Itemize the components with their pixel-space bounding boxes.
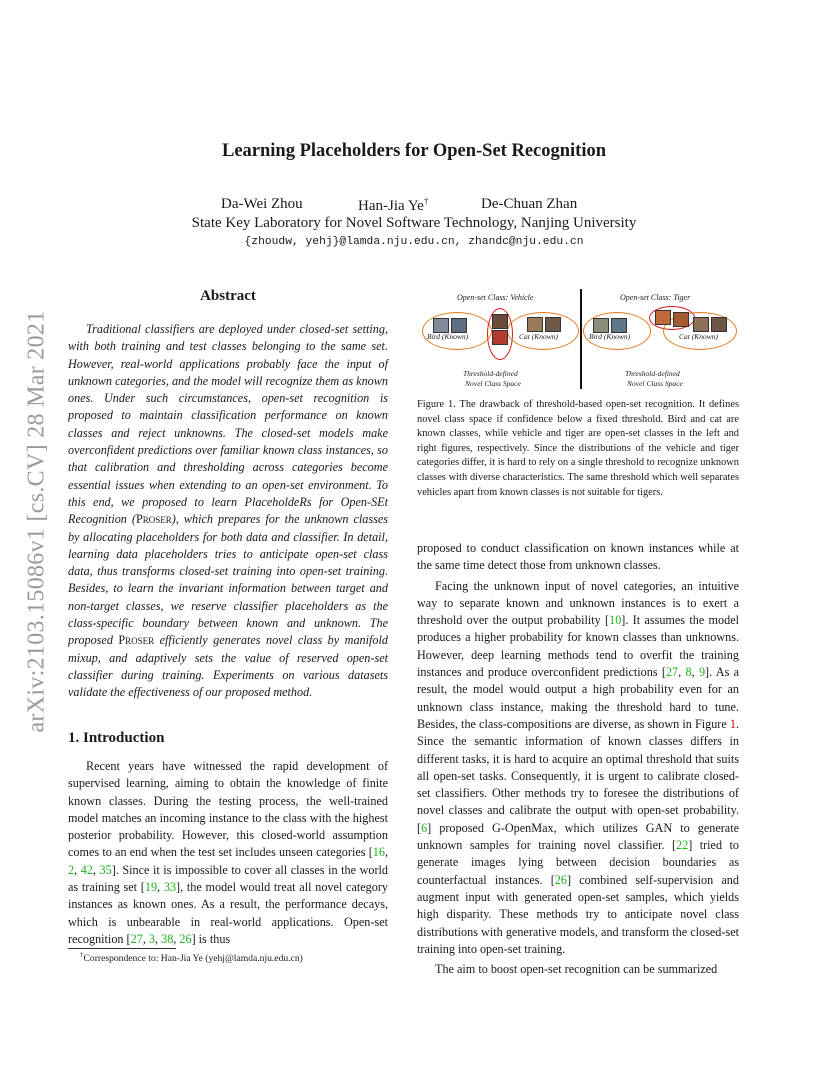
tiger-thumbnail	[655, 310, 671, 325]
citation-link[interactable]: 38	[161, 931, 174, 946]
citation-link[interactable]: 3	[148, 931, 155, 946]
bird-thumbnail	[611, 318, 627, 333]
citation-link[interactable]: 8	[685, 665, 692, 680]
abstract-paragraph: Traditional classifiers are deployed under closed-set setting, with both training and test classes belonging to the same set. However, real-world applications probably face the input of unknown categories, and the model will recognize them as known ones. Under such circumstances, open-set recognition is proposed to maintain classification performance on known classes and reject unknowns. The closed-set models make overconfident predictions over familiar known class instances, so that calibration and thresholding across categories become essential issues when extending to an open-set environment. To this end, we proposed to learn PlaceholdeRs for Open-SEt Recognition (Proser), which prepares for the unknown classes by allocating placeholders for both data and classifier. In detail, learning data placeholders tries to anticipate open-set class data, thus transforms closed-set training into open-set training. Besides, to learn the invariant information between target and non-target classes, we reserve classifier placeholders as the class-specific boundary between known and unknown. The proposed Proser efficiently generates novel class by manifold mixup, and adaptively sets the value of reserved open-set classifier during training. Experiments on various datasets validate the effectiveness of our proposed method.	[68, 322, 388, 700]
author-mark: †	[423, 196, 429, 206]
figure-1	[417, 286, 747, 394]
body-paragraph: The aim to boost open-set recognition can be summarized	[435, 962, 718, 977]
citation-link[interactable]: 2	[68, 862, 75, 877]
figure-left-title: Open-set Class: Vehicle	[457, 293, 534, 302]
figure-right-title: Open-set Class: Tiger	[620, 293, 691, 302]
citation-link[interactable]: 26	[554, 872, 567, 887]
bird-label-right: Bird (Known)	[589, 332, 631, 341]
bird-thumbnail	[433, 318, 449, 333]
citation-link[interactable]: 22	[676, 838, 689, 853]
cat-thumbnail	[693, 317, 709, 332]
figure-link[interactable]: 1	[729, 716, 736, 731]
cat-thumbnail	[527, 317, 543, 332]
threshold-label-left: Threshold-defined	[463, 369, 518, 378]
tiger-thumbnail	[673, 312, 689, 327]
citation-link[interactable]: 27	[130, 931, 143, 946]
threshold-label-right: Threshold-defined	[625, 369, 680, 378]
paper-title: Learning Placeholders for Open-Set Recognition	[221, 141, 607, 161]
citation-link[interactable]: 26	[179, 931, 192, 946]
abstract-body	[68, 321, 388, 702]
novel-space-label-right: Novel Class Space	[627, 379, 683, 388]
bird-thumbnail	[451, 318, 467, 333]
cat-thumbnail	[545, 317, 561, 332]
figure-caption: Figure 1. The drawback of threshold-based open-set recognition. It defines novel class space if confidence below a fixed threshold. Bird and cat are known classes, while vehicle and tiger are open-set classes in the left and right figures, respectively. Since the distributions of the vehicle and tiger categories differ, it is hard to rely on a single threshold to recognize unknown classes with diverse characteristics. The same threshold which well separates vehicles apart from known classes is not suitable for tigers.	[417, 399, 739, 498]
novel-space-label-left: Novel Class Space	[465, 379, 521, 388]
vehicle-thumbnail	[492, 314, 508, 329]
citation-link[interactable]: 16	[372, 845, 385, 860]
citation-link[interactable]: 35	[99, 862, 112, 877]
author-2: Han-Jia Ye†	[358, 196, 429, 214]
author-1: Da-Wei Zhou	[221, 196, 303, 212]
cat-thumbnail	[711, 317, 727, 332]
author-emails: {zhoudw, yehj}@lamda.nju.edu.cn, zhandc@nju.edu.cn	[244, 236, 584, 248]
affiliation: State Key Laboratory for Novel Software Technology, Nanjing University	[191, 215, 637, 231]
citation-link[interactable]: 42	[80, 862, 93, 877]
citation-link[interactable]: 9	[698, 665, 706, 680]
vehicle-thumbnail	[492, 330, 508, 345]
arxiv-id: arXiv:2103.15086v1 [cs.CV] 28 Mar 2021	[23, 310, 50, 733]
citation-link[interactable]: 27	[665, 665, 679, 680]
cat-label-left: Cat (Known)	[519, 332, 558, 341]
citation-link[interactable]: 6	[421, 820, 428, 835]
author-3: De-Chuan Zhan	[481, 196, 578, 212]
footnote-rule	[68, 948, 176, 949]
body-paragraph: proposed to conduct classification on known instances while at the same time detect those from unknown classes.	[417, 541, 739, 573]
citation-link[interactable]: 10	[609, 613, 622, 628]
cat-label-right: Cat (Known)	[679, 332, 718, 341]
abstract-heading: Abstract	[200, 288, 256, 304]
footnote: †Correspondence to: Han-Jia Ye (yehj@lamda.nju.edu.cn)	[80, 951, 303, 965]
bird-thumbnail	[593, 318, 609, 333]
introduction-body	[68, 758, 388, 948]
citation-link[interactable]: 33	[163, 880, 177, 895]
figure-divider	[580, 289, 582, 389]
introduction-heading: 1. Introduction	[68, 730, 165, 746]
intro-paragraph: Recent years have witnessed the rapid development of supervised learning, aiming to obtain the knowledge of finite known classes. During the testing process, the well-trained model matches an incoming instance to the class with the highest posterior probability. However, this closed-world assumption comes to an end when the test set includes unseen categories [16, 2, 42, 35]. Since it is impossible to cover all classes in the world as training set [19, 33], the model would treat all novel category instances as known ones. As a result, the performance decays, which is unbearable in real-world applications. Open-set recognition [27, 3, 38, 26] is thus	[68, 759, 389, 946]
bird-label-left: Bird (Known)	[427, 332, 469, 341]
right-column-body	[417, 540, 739, 978]
citation-link[interactable]: 19	[144, 880, 158, 895]
body-paragraph: Facing the unknown input of novel categories, an intuitive way to separate known and unknown instances is to exert a threshold over the output probability [10]. It assumes the model produces a higher probability for known classes than unknowns. However, deep learning methods tend to overfit the training instances and produce overconfident predictions [27, 8, 9]. As a result, the model would output a high probability even for an unknown class instance, making the threshold hard to tune. Besides, the class-compositions are diverse, as shown in Figure 1. Since the semantic information of known classes differs in different tasks, it is hard to acquire an optimal threshold that suits all open-set tasks. Consequently, it is urgent to calibrate closed-set classifiers. Other methods try to foresee the distributions of novel classes and calibrate the output with open-set probability. [6] proposed G-OpenMax, which utilizes GAN to generate unknown samples for training novel classifier. [22] tried to generate images lying between decision boundaries as counterfactual instances. [26] combined self-supervision and augment input with generated open-set samples, which yields high disparity. These methods try to anticipate novel class distributions with generative models, and transform the closed-set training into open-set training.	[417, 578, 740, 956]
cat-ellipse	[507, 312, 579, 350]
